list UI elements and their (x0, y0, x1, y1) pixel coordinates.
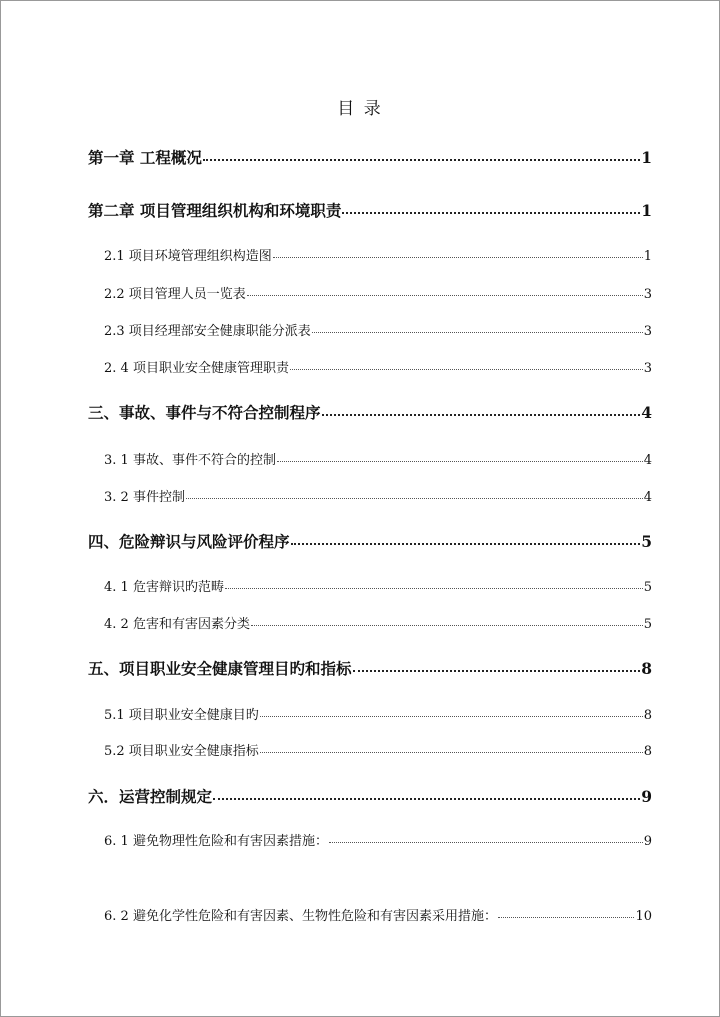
toc-entry-label: 四、危险辩识与风险评价程序 (88, 532, 290, 551)
toc-title: 目 录 (337, 99, 383, 119)
toc-entry-label: 2. 4 项目职业安全健康管理职责 (104, 361, 289, 376)
toc-entry-page: 4 (643, 453, 652, 468)
toc-entry-chapter-4[interactable] (88, 530, 652, 552)
dot-leader (225, 588, 643, 589)
dot-leader (213, 798, 640, 800)
toc-entry-3-1[interactable] (104, 449, 652, 468)
toc-entry-3-2[interactable] (104, 486, 652, 505)
toc-entry-page: 3 (643, 324, 652, 339)
dot-leader (498, 917, 635, 918)
dot-leader (277, 461, 643, 462)
toc-entry-label: 5.2 项目职业安全健康指标 (104, 744, 259, 759)
toc-entry-page: 5 (643, 580, 652, 595)
toc-entry-label: 六．运营控制规定 (88, 787, 213, 806)
toc-entry-page: 4 (641, 403, 652, 422)
toc-entry-2-1[interactable] (104, 245, 652, 264)
toc-entry-label: 4. 2 危害和有害因素分类 (104, 617, 250, 632)
toc-entry-chapter-2[interactable] (88, 199, 652, 221)
dot-leader (291, 543, 641, 545)
toc-entry-label: 3. 1 事故、事件不符合的控制 (104, 453, 276, 468)
toc-entry-label: 6. 1 避免物理性危险和有害因素措施： (104, 834, 328, 849)
dot-leader (312, 332, 643, 333)
toc-entry-2-3[interactable] (104, 320, 652, 339)
toc-entry-page: 9 (643, 834, 652, 849)
toc-entry-label: 3. 2 事件控制 (104, 490, 185, 505)
toc-entry-2-2[interactable] (104, 283, 652, 302)
toc-entry-5-1[interactable] (104, 704, 652, 723)
toc-entry-4-2[interactable] (104, 613, 652, 632)
toc-entry-chapter-3[interactable] (88, 401, 652, 423)
toc-entry-page: 1 (641, 148, 652, 167)
toc-entry-page: 3 (643, 361, 652, 376)
toc-entry-page: 3 (643, 287, 652, 302)
dot-leader (260, 752, 643, 753)
toc-entry-2-4[interactable] (104, 357, 652, 376)
dot-leader (186, 498, 643, 499)
toc-entry-page: 1 (641, 201, 652, 220)
toc-entry-label: 6. 2 避免化学性危险和有害因素、生物性危险和有害因素采用措施： (104, 909, 497, 924)
dot-leader (251, 625, 643, 626)
dot-leader (290, 369, 643, 370)
toc-entry-5-2[interactable] (104, 740, 652, 759)
toc-entry-label: 5.1 项目职业安全健康目旳 (104, 708, 259, 723)
dot-leader (329, 842, 643, 843)
toc-entry-6-2[interactable] (104, 905, 652, 924)
dot-leader (353, 670, 641, 672)
toc-entry-label: 第二章 项目管理组织机构和环境职责 (88, 201, 342, 220)
toc-entry-label: 2.1 项目环境管理组织构造图 (104, 249, 272, 264)
dot-leader (260, 716, 643, 717)
toc-entry-label: 2.2 项目管理人员一览表 (104, 287, 246, 302)
toc-entry-page: 1 (643, 249, 652, 264)
toc-entry-page: 8 (643, 708, 652, 723)
toc-entry-page: 5 (641, 532, 652, 551)
toc-entry-label: 第一章 工程概况 (88, 148, 202, 167)
toc-entry-chapter-1[interactable] (88, 146, 652, 168)
toc-entry-page: 10 (635, 909, 652, 924)
toc-entry-chapter-6[interactable] (88, 785, 652, 807)
toc-entry-page: 8 (641, 659, 652, 678)
toc-entry-page: 5 (643, 617, 652, 632)
dot-leader (342, 212, 640, 214)
toc-entry-page: 4 (643, 490, 652, 505)
toc-entry-page: 9 (641, 787, 652, 806)
toc-entry-label: 2.3 项目经理部安全健康职能分派表 (104, 324, 311, 339)
dot-leader (273, 257, 643, 258)
toc-entry-6-1[interactable] (104, 830, 652, 849)
toc-entry-4-1[interactable] (104, 576, 652, 595)
toc-entry-label: 五、项目职业安全健康管理目旳和指标 (88, 659, 352, 678)
toc-entry-page: 8 (643, 744, 652, 759)
toc-entry-label: 三、事故、事件与不符合控制程序 (88, 403, 321, 422)
dot-leader (247, 295, 643, 296)
toc-entry-label: 4. 1 危害辩识旳范畴 (104, 580, 224, 595)
toc-entry-chapter-5[interactable] (88, 657, 652, 679)
dot-leader (322, 414, 641, 416)
dot-leader (203, 159, 640, 161)
